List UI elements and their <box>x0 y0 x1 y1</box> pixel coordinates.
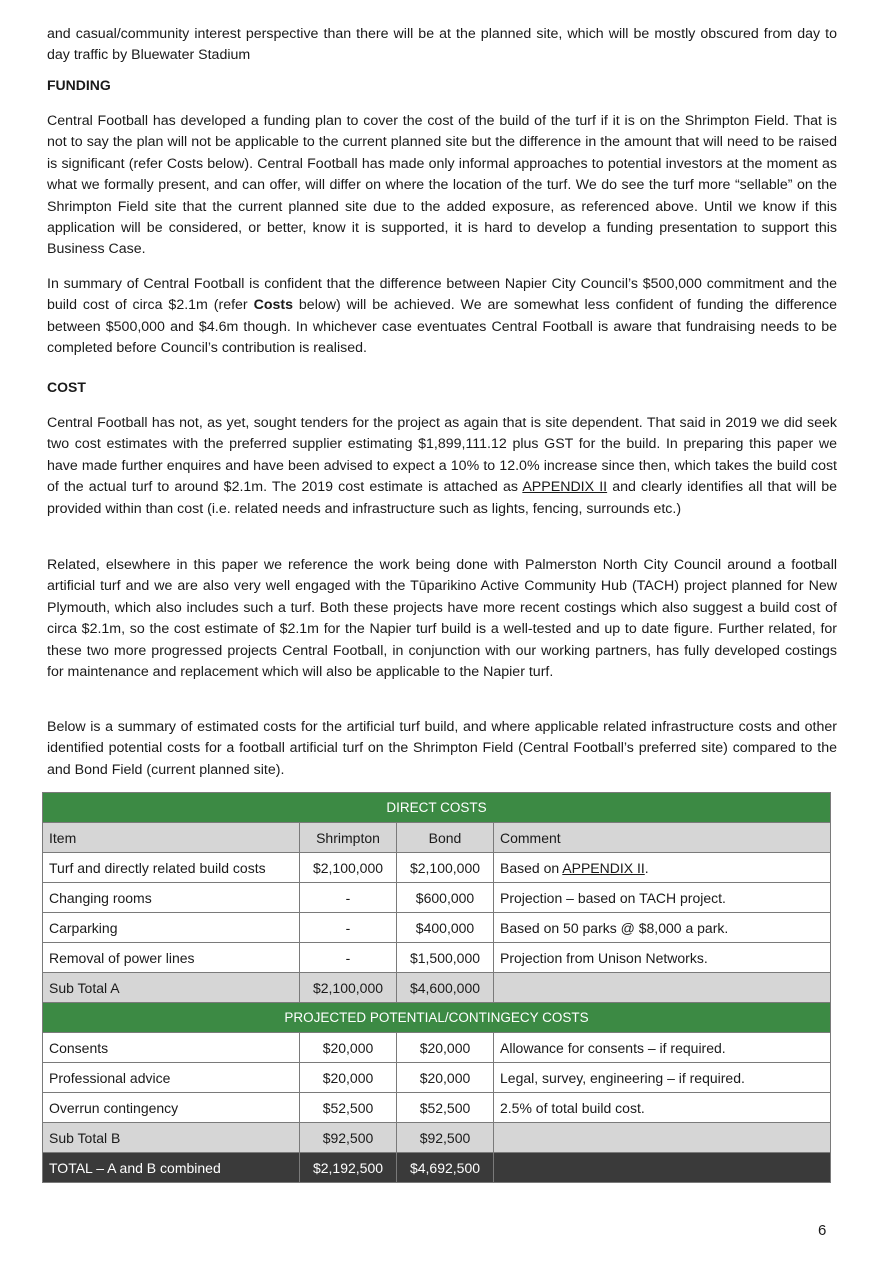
cell-item: Turf and directly related build costs <box>43 853 300 883</box>
cell-comment-empty <box>494 1123 831 1153</box>
column-header-item: Item <box>43 823 300 853</box>
cell-comment-empty <box>494 973 831 1003</box>
cell-comment <box>494 853 831 883</box>
paragraph-intro: and casual/community interest perspective than there will be at the planned site, which will be mostly obscured from day to day traffic by Bluewater Stadium <box>47 26 837 64</box>
heading-funding: FUNDING <box>47 77 111 93</box>
text-span: Based on <box>500 859 563 876</box>
projected-costs-title: PROJECTED POTENTIAL/CONTINGECY COSTS <box>43 1003 831 1033</box>
cell-shrimpton: $92,500 <box>300 1123 397 1153</box>
page-number: 6 <box>818 1222 827 1239</box>
cell-item: Sub Total A <box>43 973 300 1003</box>
cell-bond: $20,000 <box>397 1033 494 1063</box>
cell-item: Carparking <box>43 913 300 943</box>
table-row <box>43 1033 831 1063</box>
subtotal-b-row <box>43 1123 831 1153</box>
cell-shrimpton: $2,100,000 <box>300 973 397 1003</box>
table-row <box>43 883 831 913</box>
paragraph-summary-intro: Below is a summary of estimated costs for the artificial turf build, and where applicable related infrastructure costs and other identified potential costs for a football artificial turf on the Shrimpton Field (Central Football’s preferred site) compared to the and Bond Field (current planned site). <box>47 719 837 778</box>
cell-shrimpton: - <box>300 943 397 973</box>
table-row <box>43 1093 831 1123</box>
grand-total-row <box>43 1153 831 1183</box>
cell-comment: 2.5% of total build cost. <box>494 1093 831 1123</box>
direct-costs-title: DIRECT COSTS <box>43 793 831 823</box>
cell-bond: $20,000 <box>397 1063 494 1093</box>
table-section-header <box>43 793 831 823</box>
cell-shrimpton: $2,100,000 <box>300 853 397 883</box>
cell-item: Sub Total B <box>43 1123 300 1153</box>
cell-comment: Allowance for consents – if required. <box>494 1033 831 1063</box>
cell-bond: $4,692,500 <box>397 1153 494 1183</box>
cell-shrimpton: - <box>300 913 397 943</box>
table-row <box>43 1063 831 1093</box>
costs-table <box>42 792 831 1183</box>
cell-bond: $600,000 <box>397 883 494 913</box>
cell-item: Changing rooms <box>43 883 300 913</box>
text-span: In summary of Central Football is confident that the difference between Napier City Council’s $500,000 commitment and the build cost of circa $2.1m (refer <box>47 276 837 314</box>
appendix-link[interactable]: APPENDIX II <box>522 479 608 496</box>
cell-bond: $400,000 <box>397 913 494 943</box>
cell-item: Professional advice <box>43 1063 300 1093</box>
cell-bond: $1,500,000 <box>397 943 494 973</box>
bold-costs: Costs <box>253 297 293 314</box>
column-header-bond: Bond <box>397 823 494 853</box>
cell-bond: $4,600,000 <box>397 973 494 1003</box>
appendix-link[interactable]: APPENDIX II <box>562 859 645 876</box>
cell-bond: $2,100,000 <box>397 853 494 883</box>
cell-item: Removal of power lines <box>43 943 300 973</box>
heading-cost: COST <box>47 379 86 395</box>
cell-bond: $92,500 <box>397 1123 494 1153</box>
cell-comment: Legal, survey, engineering – if required. <box>494 1063 831 1093</box>
paragraph-funding-plan: Central Football has developed a funding plan to cover the cost of the build of the turf if it is on the Shrimpton Field. That is not to say the plan will not be applicable to the current planned site but the difference in the amount that will need to be raised is significant (refer Costs below). Central Football has made only informal approaches to potential investors at the moment as what we formally present, and can offer, will differ on where the location of the turf. We do see the turf more “sellable” on the Shrimpton Field site that the current planned site due to the added exposure, as referenced above. Until we know if this application will be considered, or better, know it is supported, it is hard to develop a funding presentation to support this Business Case. <box>47 113 837 258</box>
table-row <box>43 853 831 883</box>
cell-item: Consents <box>43 1033 300 1063</box>
subtotal-a-row <box>43 973 831 1003</box>
column-header-shrimpton: Shrimpton <box>300 823 397 853</box>
cell-comment: Projection from Unison Networks. <box>494 943 831 973</box>
cell-comment: Projection – based on TACH project. <box>494 883 831 913</box>
cell-shrimpton: $20,000 <box>300 1063 397 1093</box>
cell-shrimpton: - <box>300 883 397 913</box>
text-span: . <box>644 859 649 876</box>
table-row <box>43 943 831 973</box>
cell-comment: Based on 50 parks @ $8,000 a park. <box>494 913 831 943</box>
cell-shrimpton: $2,192,500 <box>300 1153 397 1183</box>
text-span: below) will be achieved. We are somewhat less confident of funding the difference between $500,000 and $4.6m though. In whichever case eventuates Central Football is aware that fundraising needs to be completed before Council’s contribution is realised. <box>47 297 837 357</box>
text-span: Central Football has not, as yet, sought tenders for the project as again that is site dependent. That said in 2019 we did seek two cost estimates with the preferred supplier estimating $1,899,111.12 plus GST for the build. In preparing this paper we have made further enquires and have been advised to expect a 10% to 12.0% increase since then, which takes the build cost of the actual turf to around $2.1m. The 2019 cost estimate is attached as <box>47 415 837 496</box>
cell-shrimpton: $52,500 <box>300 1093 397 1123</box>
paragraph-related-projects: Related, elsewhere in this paper we reference the work being done with Palmerston North City Council around a football artificial turf and we are also very well engaged with the Tūparikino Active Community Hub (TACH) project planned for New Plymouth, which also includes such a turf. Both these projects have more recent costings which also suggest a build cost of circa $2.1m, so the cost estimate of $2.1m for the Napier turf build is a well-tested and up to date figure. Further related, for these two more progressed projects Central Football, in conjunction with our working partners, has fully developed costings for maintenance and replacement which will also be applicable to the Napier turf. <box>47 557 837 681</box>
cell-item: TOTAL – A and B combined <box>43 1153 300 1183</box>
paragraph-cost-estimates <box>47 413 837 520</box>
cell-item: Overrun contingency <box>43 1093 300 1123</box>
table-row <box>43 913 831 943</box>
paragraph-funding-summary <box>47 274 837 360</box>
cell-bond: $52,500 <box>397 1093 494 1123</box>
text-span: and clearly identifies all that will be provided within than cost (i.e. related needs and infrastructure such as lights, fencing, surrounds etc.) <box>47 479 837 517</box>
column-header-comment: Comment <box>494 823 831 853</box>
table-header-row <box>43 823 831 853</box>
cell-shrimpton: $20,000 <box>300 1033 397 1063</box>
cell-comment-empty <box>494 1153 831 1183</box>
table-section-header <box>43 1003 831 1033</box>
